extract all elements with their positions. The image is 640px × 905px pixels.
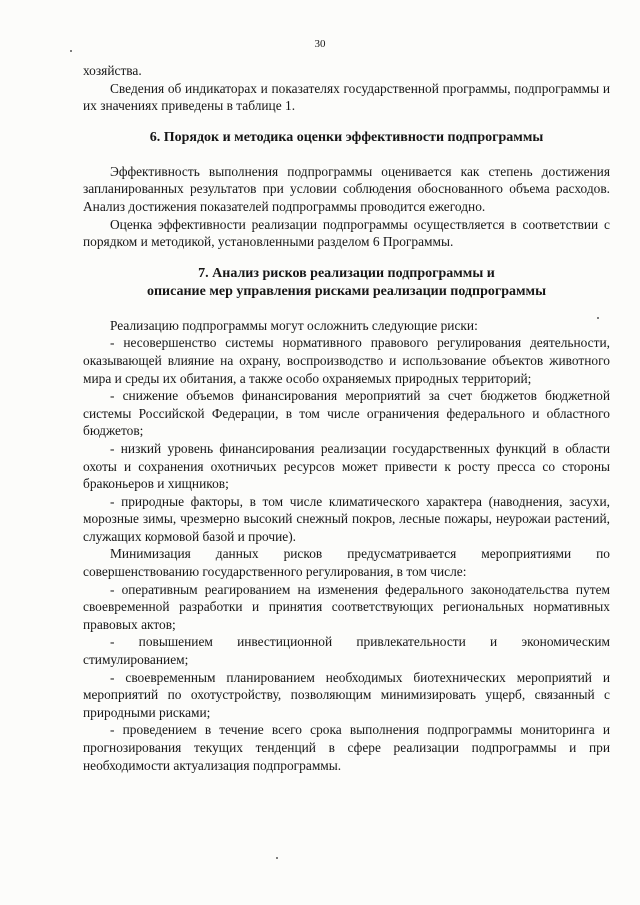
scan-speck bbox=[597, 317, 599, 319]
spacer bbox=[83, 251, 610, 265]
scan-speck bbox=[70, 50, 72, 52]
section-heading bbox=[83, 265, 610, 301]
list-item: - своевременным планированием необходимых биотехнических мероприятий и мероприятий по охотустройству, позволяющим минимизировать ущерб, связанный с природными рисками; bbox=[83, 669, 610, 720]
paragraph: Сведения об индикаторах и показателях государственной программы, подпрограммы и их значениях приведены в таблице 1. bbox=[83, 80, 610, 114]
spacer bbox=[83, 301, 610, 317]
list-item: - снижение объемов финансирования мероприятий за счет бюджетов бюджетной системы Российской Федерации, в том числе ограничения федерального и областного бюджетов; bbox=[83, 388, 610, 439]
heading-line: 7. Анализ рисков реализации подпрограммы и bbox=[198, 265, 495, 281]
list-item: - несовершенство системы нормативного правового регулирования деятельности, оказывающей влияние на охрану, воспроизводство и использование объектов животного мира и среды их обитания, а также особо охраняемых природных территорий; bbox=[83, 335, 610, 386]
list-item: - повышением инвестиционной привлекательности и экономическим стимулированием; bbox=[83, 634, 610, 668]
paragraph: Эффективность выполнения подпрограммы оценивается как степень достижения запланированных результатов при условии соблюдения обоснованного объема расходов. Анализ достижения показателей подпрограммы проводится ежегодно. bbox=[83, 163, 610, 214]
paragraph: Оценка эффективности реализации подпрограммы осуществляется в соответствии с порядком и методикой, установленными разделом 6 Программы. bbox=[83, 216, 610, 250]
heading-line: описание мер управления рисками реализации подпрограммы bbox=[146, 283, 547, 299]
continuation-line: хозяйства. bbox=[83, 63, 142, 78]
list-item: - природные факторы, в том числе климатического характера (наводнения, засухи, морозные зимы, чрезмерно высокий снежный покров, лесные пожары, неурожаи растений, служащих кормовой базой и прочие). bbox=[83, 493, 610, 544]
paragraph: Минимизация данных рисков предусматривается мероприятиями по совершенствованию государственного регулирования, в том числе: bbox=[83, 546, 610, 580]
page-number: 30 bbox=[314, 38, 326, 50]
document-body bbox=[83, 62, 610, 774]
spacer bbox=[83, 147, 610, 163]
section-heading: 6. Порядок и методика оценки эффективности подпрограммы bbox=[149, 129, 544, 145]
list-item: - проведением в течение всего срока выполнения подпрограммы мониторинга и прогнозирования текущих тенденций в сфере реализации подпрограммы и при необходимости актуализация подпрограммы. bbox=[83, 722, 610, 773]
paragraph: Реализацию подпрограммы могут осложнить следующие риски: bbox=[110, 317, 478, 333]
scan-speck bbox=[276, 857, 278, 859]
list-item: - оперативным реагированием на изменения федерального законодательства путем своевременной разработки и принятия соответствующих региональных нормативных правовых актов; bbox=[83, 581, 610, 632]
spacer bbox=[83, 115, 610, 129]
list-item: - низкий уровень финансирования реализации государственных функций в области охоты и сохранения охотничьих ресурсов может привести к росту пресса со стороны браконьеров и хищников; bbox=[83, 440, 610, 492]
